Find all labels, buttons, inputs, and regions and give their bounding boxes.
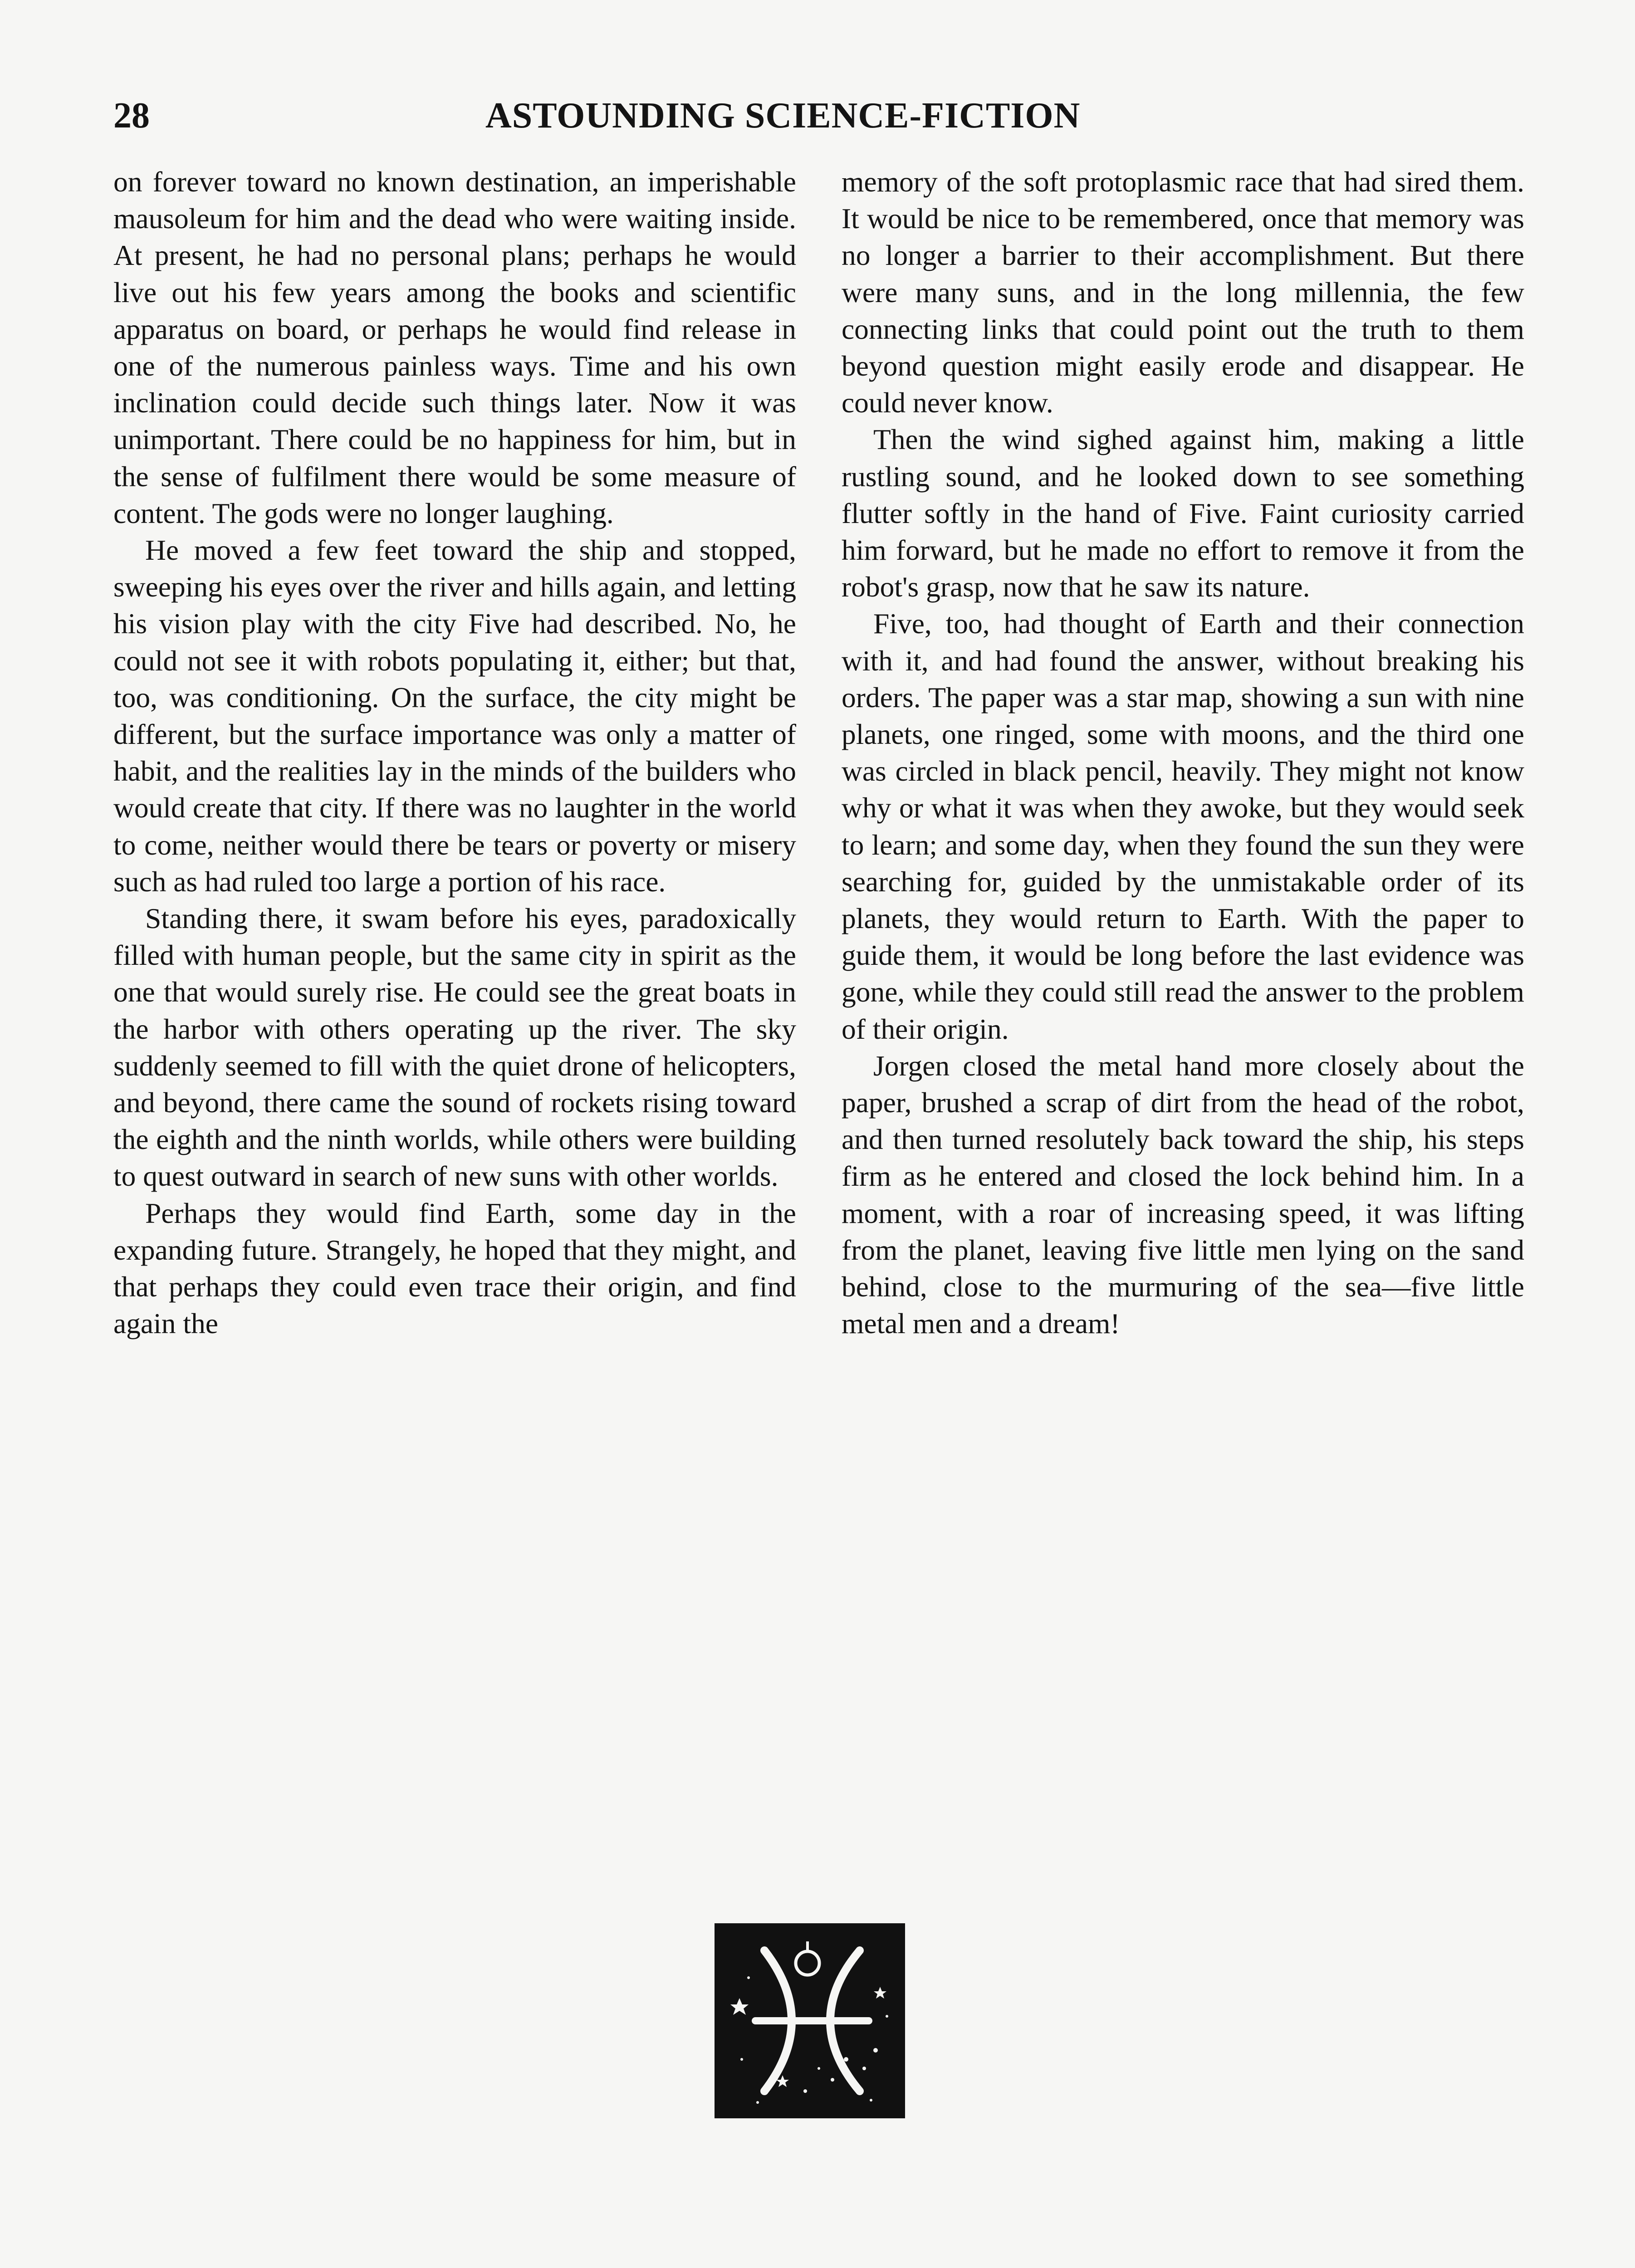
paragraph: Then the wind sighed against him, making a little rustling sound, and he looked down to see something flutter softly in the hand of Five. Faint curiosity carried him forward, but he made no effort to remove it from the robot's grasp, now that he saw its nature. [842, 423, 1524, 603]
running-head: ASTOUNDING SCIENCE-FICTION [485, 96, 1081, 136]
paragraph: Perhaps they would find Earth, some day in the expanding future. Strangely, he hoped that they might, and that perhaps they could even trace their origin, and find again the [113, 1197, 796, 1340]
paragraph: Jorgen closed the metal hand more closely about the paper, brushed a scrap of dirt from the head of the robot, and then turned resolutely back toward the ship, his steps firm as he entered and closed the lock behind him. In a moment, with a roar of increasing speed, it was lifting from the planet, leaving five little men lying on the sand behind, close to the murmuring of the sea—five little metal men and a dream! [842, 1049, 1524, 1340]
page-number: 28 [113, 96, 150, 136]
paragraph: Standing there, it swam before his eyes, paradoxically filled with human people, but the same city in spirit as the one that would surely rise. He could see the great boats in the harbor with others operating up the river. The sky suddenly seemed to fill with the quiet drone of helicopters, and beyond, there came the sound of rockets rising toward the eighth and the ninth worlds, while others were building to quest outward in search of new suns with other worlds. [113, 902, 796, 1193]
left-column [113, 163, 796, 1342]
right-column [842, 163, 1524, 1342]
paragraph: memory of the soft protoplasmic race that had sired them. It would be nice to be remembered, once that memory was no longer a barrier to their accomplishment. But there were many suns, and in the long millennia, the few connecting links that could point out the truth to them beyond question might easily erode and disappear. He could never know. [842, 166, 1524, 419]
pisces-star-map-ornament-icon [715, 1923, 905, 2118]
paragraph: on forever toward no known destination, an imperishable mausoleum for him and the dead who were waiting inside. At present, he had no personal plans; perhaps he would live out his few years among the books and scientific apparatus on board, or perhaps he would find release in one of the numerous painless ways. Time and his own inclination could decide such things later. Now it was unimportant. There could be no happiness for him, but in the sense of fulfilment there would be some measure of content. The gods were no longer laughing. [113, 166, 796, 529]
paragraph: Five, too, had thought of Earth and their connection with it, and had found the answer, without breaking his orders. The paper was a star map, showing a sun with nine planets, one ringed, some with moons, and the third one was circled in black pencil, heavily. They might not know why or what it was when they awoke, but they would seek to learn; and some day, when they found the sun they were searching for, guided by the unmistakable order of its planets, they would return to Earth. With the paper to guide them, it would be long before the last evidence was gone, while they could still read the answer to the problem of their origin. [842, 607, 1524, 1045]
page-header [113, 95, 1524, 150]
paragraph: He moved a few feet toward the ship and stopped, sweeping his eyes over the river and hills again, and letting his vision play with the city Five had described. No, he could not see it with robots populating it, either; but that, too, was conditioning. On the surface, the city might be different, but the surface importance was only a matter of habit, and the realities lay in the minds of the builders who would create that city. If there was no laughter in the world to come, neither would there be tears or poverty or misery such as had ruled too large a portion of his race. [113, 534, 796, 898]
